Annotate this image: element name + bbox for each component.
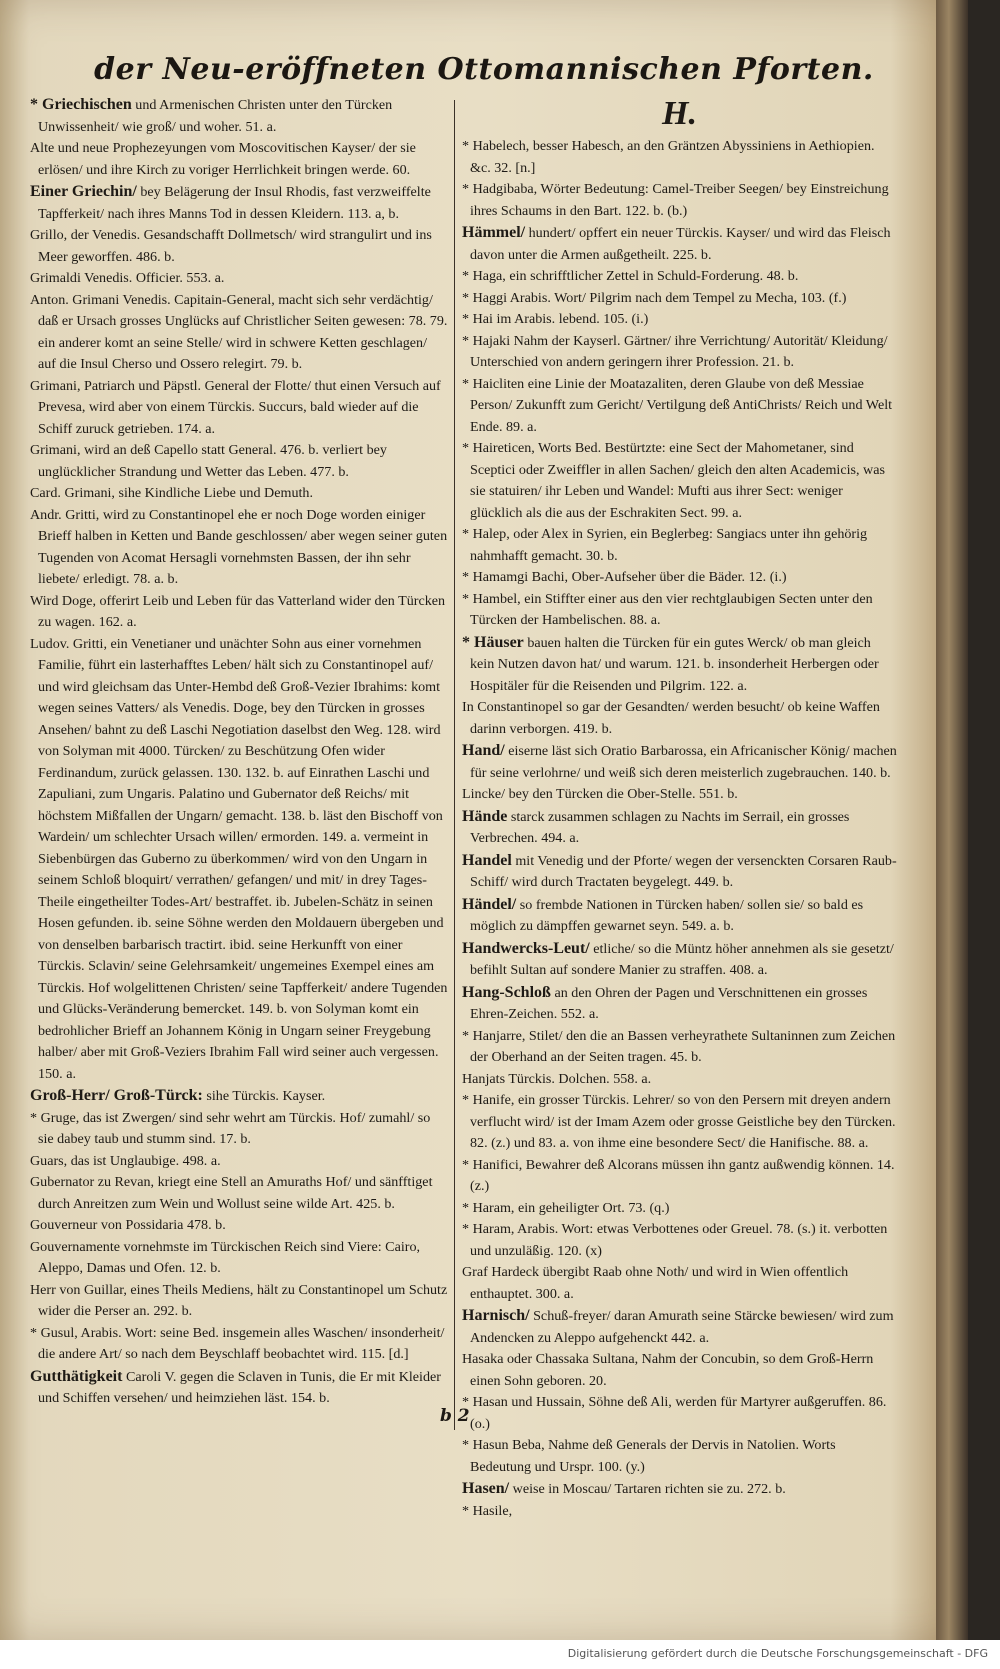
running-head: der Neu-eröffneten Ottomannischen Pforten.	[94, 52, 874, 87]
entry-keyword: Groß-Herr/ Groß-Türck:	[30, 1087, 203, 1104]
entry-text: Schuß-freyer/ daran Amurath seine Stärcke bewiesen/ wird zum Andencken zu Aleppo aufgehenckt 442. a.	[470, 1308, 894, 1346]
footer-credit: Digitalisierung gefördert durch die Deutsche Forschungsgemeinschaft - DFG	[567, 1647, 988, 1660]
entry-text: * Hai im Arabis. lebend. 105. (i.)	[462, 311, 649, 327]
index-entry	[462, 1435, 897, 1478]
entry-text: Grillo, der Venedis. Gesandschafft Dollmetsch/ wird strangulirt und ins Meer geworffen. 486. b.	[30, 227, 432, 265]
signature-mark: b 2	[440, 1406, 470, 1426]
index-entry	[30, 376, 448, 441]
index-entry	[462, 222, 897, 266]
index-entry	[462, 374, 897, 439]
entry-keyword: * Griechischen	[30, 96, 132, 113]
entry-text: hundert/ opffert ein neuer Türckis. Kayser/ und wird das Fleisch davon unter die Armen außgetheilt. 225. b.	[470, 225, 891, 263]
entry-text: * Gruge, das ist Zwergen/ sind sehr wehrt am Türckis. Hof/ zumahl/ so sie dabey taub und stumm sind. 17. b.	[30, 1109, 431, 1147]
index-entry	[462, 1501, 897, 1523]
index-entry	[30, 483, 448, 505]
entry-text: * Hanife, ein grosser Türckis. Lehrer/ so von den Persern mit dreyen andern verflucht wird/ ist der Imam Azem oder grosse Geistliche bey den Türcken. 82. (z.) und 83. a. von ihme eine besondere Sect/ die Hanifische. 88. a.	[462, 1092, 896, 1151]
footer-bar	[0, 1640, 1000, 1669]
index-column-right	[462, 94, 897, 1519]
entry-keyword: Hände	[462, 807, 508, 825]
index-entry	[462, 1478, 897, 1501]
entry-text: * Haga, ein schrifftlicher Zettel in Schuld-Forderung. 48. b.	[462, 268, 799, 284]
entry-text: Alte und neue Prophezeyungen vom Moscovitischen Kayser/ der sie erlösen/ und ihre Kirch zu voriger Herrlichkeit bringen werde. 60.	[30, 140, 416, 178]
index-entry	[30, 1085, 448, 1108]
index-entry	[30, 225, 448, 268]
section-letter: H.	[662, 95, 697, 132]
index-entry	[30, 1237, 448, 1280]
index-entry	[462, 288, 897, 310]
entry-text: Grimani, Patriarch und Päpstl. General der Flotte/ thut einen Versuch auf Prevesa, wird aber von einem Türckis. Succurs, bald wieder auf die Schiff zuruck getrieben. 174. a.	[30, 377, 441, 437]
entry-text: Hasaka oder Chassaka Sultana, Nahm der Concubin, so dem Groß-Herrn einen Sohn geboren. 20.	[462, 1351, 874, 1389]
entry-text: starck zusammen schlagen zu Nachts im Serrail, ein grosses Verbrechen. 494. a.	[470, 808, 850, 846]
entry-text: etliche/ so die Müntz höher annehmen als sie gesetzt/ befihlt Sultan auf sondere Manier zu straffen. 408. a.	[470, 940, 894, 978]
index-entry	[30, 591, 448, 634]
entry-keyword: Gutthätigkeit	[30, 1367, 123, 1385]
index-entry	[30, 290, 448, 376]
index-entry	[30, 505, 448, 591]
index-entry	[30, 1323, 448, 1366]
entry-text: * Hajaki Nahm der Kayserl. Gärtner/ ihre Verrichtung/ Autorität/ Kleidung/ Unterschied von andern geringern ihrer Profession. 21. b.	[462, 332, 888, 370]
entry-text: mit Venedig und der Pforte/ wegen der versenckten Corsaren Raub-Schiff/ wird durch Tractaten beygelegt. 449. b.	[470, 852, 897, 890]
index-entry	[30, 634, 448, 1086]
index-entry	[462, 784, 897, 806]
index-entry	[462, 1026, 897, 1069]
entry-text: * Haram, ein geheiligter Ort. 73. (q.)	[462, 1199, 670, 1216]
index-entry	[462, 938, 897, 982]
entry-text: so frembde Nationen in Türcken haben/ sollen sie/ so bald es möglich zu dämpffen gewarnet seyn. 549. a. b.	[470, 896, 864, 934]
entry-keyword: Handwercks-Leut/	[462, 939, 590, 957]
entry-keyword: Hämmel/	[462, 224, 526, 241]
index-entry	[462, 740, 897, 784]
entry-text: Caroli V. gegen die Sclaven in Tunis, die Er mit Kleider und Schiffen versehen/ und heimziehen läst. 154. b.	[38, 1368, 441, 1406]
index-entry	[30, 1151, 448, 1173]
entry-text: * Haicliten eine Linie der Moatazaliten, deren Glaube von deß Messiae Person/ Zukunfft zum Gericht/ Vertilgung deß AntiChrists/ Reich und Welt Ende. 89. a.	[462, 375, 893, 435]
entry-keyword: Händel/	[462, 895, 517, 913]
entry-text: * Haireticen, Worts Bed. Bestürtzte: eine Sect der Mahometaner, sind Sceptici oder Zweiffler in allen Sachen/ gleich den alten Academicis, was sie statuiren/ ihr Leben und Wandel: Mufti aus ihrer Sect: weniger glücklich als die aus der Eschrakiten Sect. 99. a.	[462, 440, 885, 521]
entry-text: * Haram, Arabis. Wort: etwas Verbottenes oder Greuel. 78. (s.) it. verbotten und unzuläßig. 120. (x)	[462, 1221, 888, 1259]
entry-text: bauen halten die Türcken für ein gutes Werck/ ob man gleich kein Nutzen davon hat/ und warum. 121. b. insonderheit Herbergen oder Hospitäler für die Reisenden und Pilgrim. 122. a.	[470, 634, 879, 694]
entry-text: Card. Grimani, sihe Kindliche Liebe und Demuth.	[30, 485, 313, 501]
index-entry	[462, 1305, 897, 1349]
entry-text: Gouverneur von Possidaria 478. b.	[30, 1217, 226, 1233]
entry-text: Wird Doge, offerirt Leib und Leben für das Vatterland wider den Türcken zu wagen. 162. a.	[30, 592, 446, 630]
entry-keyword: Einer Griechin/	[30, 183, 137, 200]
index-entry	[462, 806, 897, 850]
index-entry	[462, 179, 897, 222]
entry-text: Graf Hardeck übergibt Raab ohne Noth/ und wird in Wien offentlich enthauptet. 300. a.	[462, 1264, 849, 1302]
entry-keyword: Hasen/	[462, 1480, 510, 1497]
index-entry	[30, 1172, 448, 1215]
entry-text: * Gusul, Arabis. Wort: seine Bed. insgemein alles Waschen/ insonderheit/ die andere Art/ so nach dem Beyschlaff beobachtet wird. 115. [d.]	[30, 1324, 445, 1362]
index-entry	[462, 850, 897, 894]
entry-text: * Halep, oder Alex in Syrien, ein Beglerbeg: Sangiacs unter ihn gehörig nahmhafft gemacht. 30. b.	[462, 526, 868, 564]
entry-text: Grimani, wird an deß Capello statt General. 476. b. verliert bey unglücklicher Strandung und Wetter das Leben. 477. b.	[30, 442, 387, 480]
entry-text: * Hanjarre, Stilet/ den die an Bassen verheyrathete Sultaninnen zum Zeichen der Oberhand an der Seiten tragen. 45. b.	[462, 1027, 896, 1065]
entry-text: und Armenischen Christen unter den Türcken Unwissenheit/ wie groß/ und woher. 51. a.	[38, 97, 393, 135]
entry-text: Andr. Gritti, wird zu Constantinopel ehe er noch Doge worden einiger Brieff halben in Ketten und Bande geschlossen/ aber wegen seiner guten Tugenden von Acomat Hersagli vornehmsten Bassen, der ihn sehr liebete/ erledigt. 78. a. b.	[30, 506, 448, 587]
index-entry	[462, 589, 897, 632]
index-entry	[462, 1090, 897, 1155]
entry-text: Hanjats Türckis. Dolchen. 558. a.	[462, 1070, 652, 1087]
entry-text: * Hasan und Hussain, Söhne deß Ali, werden für Martyrer außgeruffen. 86. (o.)	[462, 1394, 887, 1432]
entry-keyword: Hand/	[462, 742, 505, 759]
index-entry	[30, 1215, 448, 1237]
entry-text: Ludov. Gritti, ein Venetianer und unächter Sohn aus einer vornehmen Familie, führt ein lasterhafftes Leben/ hält sich zu Constantinopel auf/ und wird gleichsam das Unter-Hembd deß Groß-Vezier Ibrahims: komt wegen seines Vatters/ als Venedis. Doge, bey den Türcken in grosses Ansehen/ bahnt zu deß Laschi Negotiation daselbst den Weg. 128. wird von Solyman mit 4000. Türcken/ zu Beschützung Ofen wider Ferdinandum, zurück gelassen. 130. 132. b. auf Einrathen Laschi und Zapuliani, zum Ungaris. Palatino und Gubernator deß Reichs/ mit höchstem Mißfallen der Ungarn/ gemacht. 138. b. läst den Bischoff von Wardein/ um schlechter Ursach willen/ ermorden. 149. a. vermeint in Siebenbürgen das Guberno zu überkommen/ wird von den Ungarn in seinem Schloß bloquirt/ verrathen/ gefangen/ und mit/ in drey Tages-Theile eingetheilter Todes-Art/ bestraffet. ib. Jubelen-Schätz in seinen Hosen gefunden. ib. seine Söhne werden den Moldauern übergeben und von denselben barbarisch tractirt. ibid. seine Herkunfft von einer Türckis. Sclavin/ seine Gelehrsamkeit/ ungemeines Exempel eines am Türckis. Hof wolgelittenen Christen/ seine Tapfferkeit/ andere Tugenden und Glücks-Veränderung bemercket. 149. b. von Solyman komt ein bedrohlicher Brieff an Johannem König in Ungarn seiner Freygebung halber/ aber mit Groß-Veziers Ibrahim Fall wird seiner auch vergessen. 150. a.	[30, 635, 448, 1082]
entry-text: Anton. Grimani Venedis. Capitain-General, macht sich sehr verdächtig/ daß er Ursach grosses Unglücks auf Christlicher Seiten gewesen: 78. 79. ein anderer komt an seine Stelle/ wird in schwere Ketten geschlagen/ auf die Insul Cherso und Ossero relegirt. 79. b.	[30, 291, 448, 372]
index-entry	[30, 138, 448, 181]
entry-keyword: Harnisch/	[462, 1307, 530, 1324]
index-entry	[30, 94, 448, 138]
index-entry	[462, 331, 897, 374]
index-entry	[462, 1219, 897, 1262]
index-entry	[462, 982, 897, 1026]
entry-text: * Hamamgi Bachi, Ober-Aufseher über die Bäder. 12. (i.)	[462, 569, 787, 585]
entry-text: eiserne läst sich Oratio Barbarossa, ein Africanischer König/ machen für seine verlohrne/ und weiß sich deren meisterlich zugebrauchen. 140. b.	[470, 743, 897, 781]
index-entry	[462, 1155, 897, 1198]
entry-keyword: Handel	[462, 851, 512, 869]
entry-text: * Hambel, ein Stiffter einer aus den vier rechtglaubigen Secten unter den Türcken der Hambelischen. 88. a.	[462, 590, 873, 628]
index-entry	[30, 268, 448, 290]
entry-text: Lincke/ bey den Türcken die Ober-Stelle. 551. b.	[462, 786, 738, 802]
index-entry	[30, 181, 448, 225]
index-entry	[462, 1069, 897, 1091]
index-entry	[462, 309, 897, 331]
index-entry	[462, 567, 897, 589]
index-entry	[462, 524, 897, 567]
index-entry	[462, 1349, 897, 1392]
index-entry	[462, 697, 897, 740]
entry-text: Grimaldi Venedis. Officier. 553. a.	[30, 270, 225, 286]
index-entry	[30, 1366, 448, 1410]
column-rule	[454, 100, 455, 1430]
entry-text: sihe Türckis. Kayser.	[206, 1088, 326, 1104]
entry-keyword: Hang-Schloß	[462, 983, 551, 1001]
entry-text: * Habelech, besser Habesch, an den Gräntzen Abyssiniens in Aethiopien. &c. 32. [n.]	[462, 138, 875, 176]
entry-text: Gubernator zu Revan, kriegt eine Stell an Amuraths Hof/ und sänfftiget durch Anreitzen zum Wein und Wollust seine wilde Art. 425. b.	[30, 1174, 433, 1212]
entry-text: * Hadgibaba, Wörter Bedeutung: Camel-Treiber Seegen/ bey Einstreichung ihres Schaums in den Bart. 122. b. (b.)	[462, 181, 889, 219]
entry-text: Herr von Guillar, eines Theils Mediens, hält zu Constantinopel um Schutz wider die Perser an. 292. b.	[30, 1281, 448, 1319]
index-entry	[462, 894, 897, 938]
index-entry	[462, 266, 897, 288]
entry-keyword: * Häuser	[462, 633, 524, 651]
entry-text: weise in Moscau/ Tartaren richten sie zu. 272. b.	[512, 1481, 786, 1497]
page-edge	[936, 0, 968, 1640]
entry-text: In Constantinopel so gar der Gesandten/ werden besucht/ ob keine Waffen darinn verborgen. 419. b.	[462, 699, 880, 737]
index-entry	[30, 1108, 448, 1151]
entry-text: * Haggi Arabis. Wort/ Pilgrim nach dem Tempel zu Mecha, 103. (f.)	[462, 289, 847, 306]
index-entry	[462, 1392, 897, 1435]
index-entry	[30, 440, 448, 483]
index-entry	[462, 136, 897, 179]
entry-text: * Hasile,	[462, 1502, 513, 1519]
index-entry	[462, 632, 897, 698]
entry-text: an den Ohren der Pagen und Verschnittenen ein grosses Ehren-Zeichen. 552. a.	[470, 984, 868, 1022]
index-entry	[462, 1262, 897, 1305]
index-entry	[462, 1198, 897, 1220]
entry-text: Guars, das ist Unglaubige. 498. a.	[30, 1152, 221, 1169]
index-entry	[30, 1280, 448, 1323]
entry-text: * Hasun Beba, Nahme deß Generals der Dervis in Natolien. Worts Bedeutung und Urspr. 100. (y.)	[462, 1437, 836, 1475]
index-entry	[462, 438, 897, 524]
entry-text: Gouvernamente vornehmste im Türckischen Reich sind Viere: Cairo, Aleppo, Damas und Ofen. 12. b.	[30, 1238, 421, 1276]
entry-text: bey Belägerung der Insul Rhodis, fast verzweiffelte Tapfferkeit/ nach ihres Manns Tod in dessen Kleidern. 113. a, b.	[38, 184, 431, 222]
entry-text: * Hanifici, Bewahrer deß Alcorans müssen ihn gantz außwendig können. 14. (z.)	[462, 1156, 895, 1194]
index-column-left	[30, 94, 448, 1439]
